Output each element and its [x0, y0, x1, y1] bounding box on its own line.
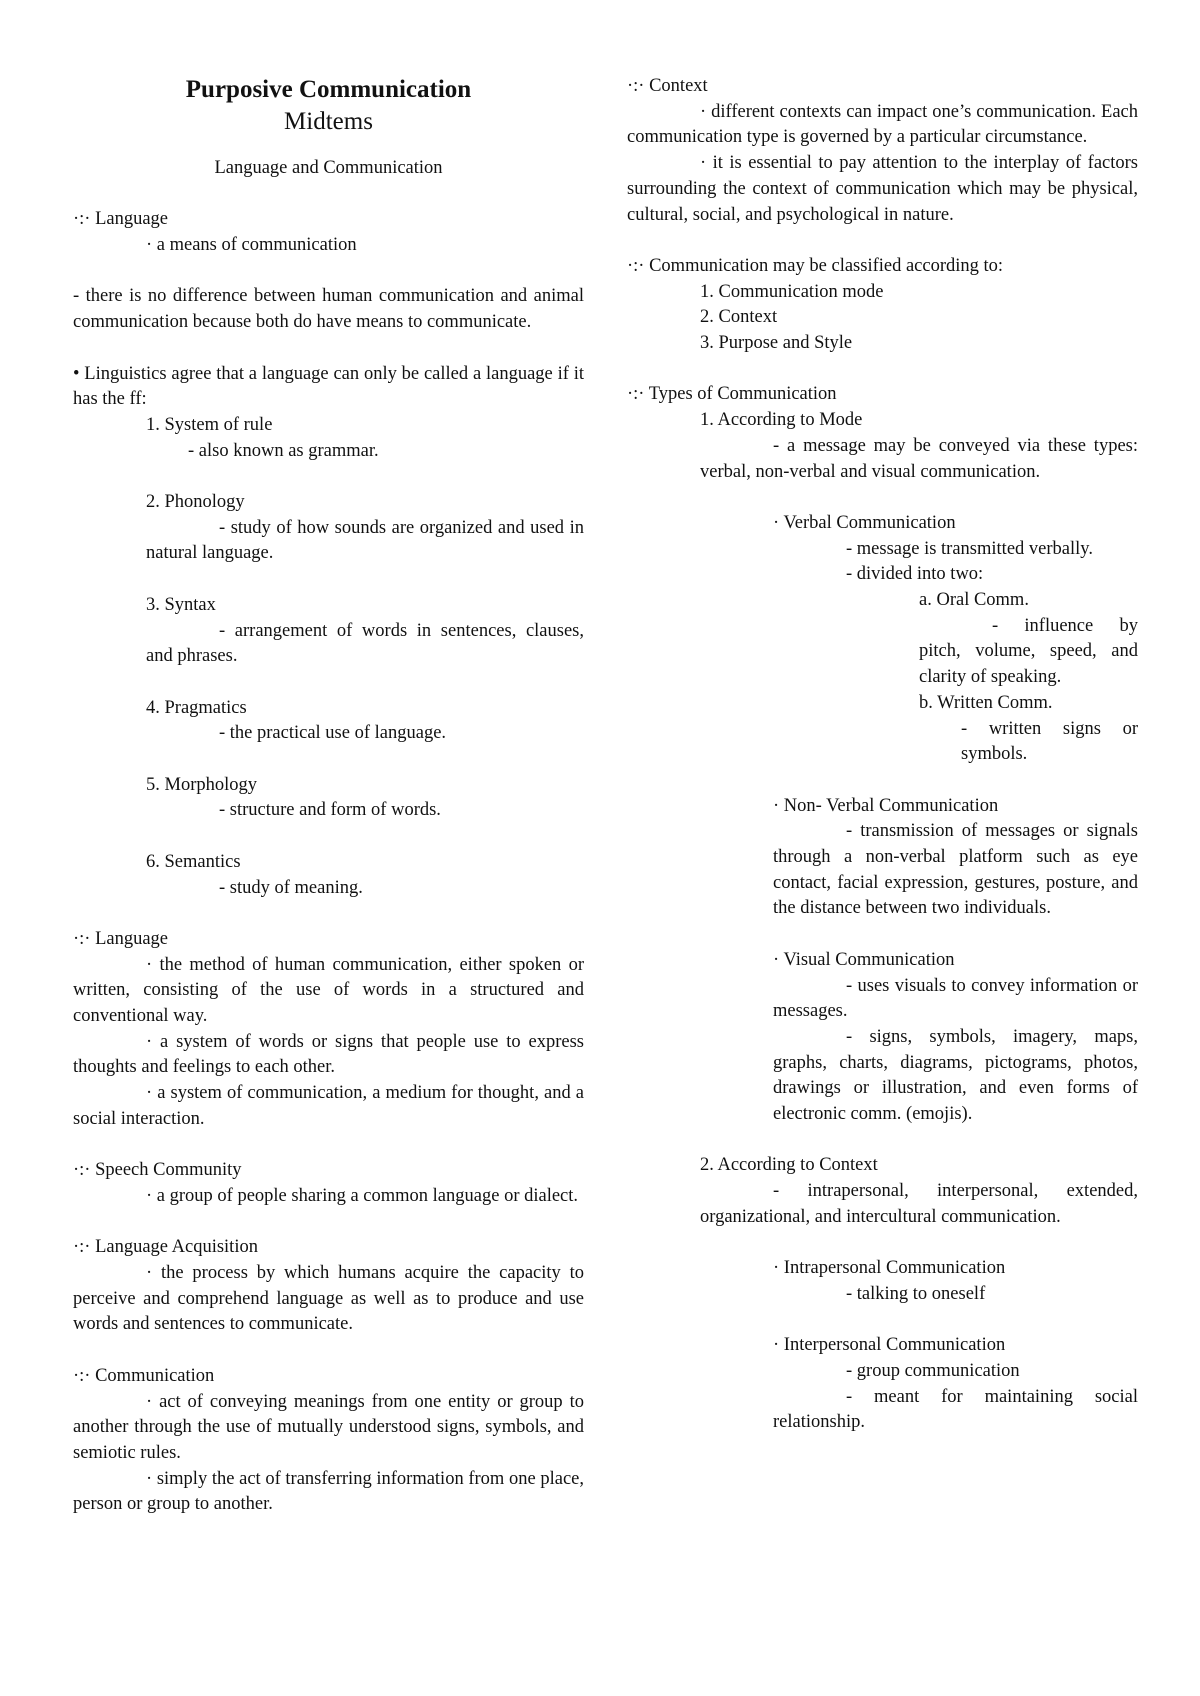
- criteria-label: 1. System of rule: [146, 414, 273, 435]
- left-column: [73, 74, 584, 1518]
- mode-description: - a message may be conveyed via these types: verbal, non-verbal and visual communication.: [700, 435, 1138, 482]
- subheading-written: b. Written Comm.: [919, 692, 1053, 713]
- right-column: [627, 74, 1138, 1436]
- communication-definition: · simply the act of transferring information from one place, person or group to another.: [73, 1468, 584, 1515]
- list-item: 3. Purpose and Style: [700, 333, 853, 354]
- speech-community-definition: · a group of people sharing a common language or dialect.: [146, 1185, 579, 1206]
- subheading-verbal: · Verbal Communication: [773, 512, 956, 533]
- heading-communication: ·:· Communication: [73, 1365, 215, 1386]
- context-definition: · it is essential to pay attention to the interplay of factors surrounding the context of communication which may be physical, cultural, social, and psychological in nature.: [627, 153, 1138, 225]
- subheading-oral: a. Oral Comm.: [919, 590, 1029, 611]
- subheading-nonverbal: · Non- Verbal Communication: [773, 795, 999, 816]
- context-types-description: - intrapersonal, interpersonal, extended, organizational, and intercultural communication.: [700, 1181, 1138, 1227]
- subheading-visual: · Visual Communication: [773, 949, 955, 970]
- subheading-mode: 1. According to Mode: [700, 410, 863, 431]
- language-acquisition-definition: · the process by which humans acquire the capacity to perceive and comprehend language as well as to produce and use words and sentences to communicate.: [73, 1263, 584, 1335]
- interpersonal-description: - meant for maintaining social relationship.: [773, 1386, 1138, 1433]
- criteria-description: - study of how sounds are organized and used in natural language.: [146, 517, 584, 564]
- list-item: 1. Communication mode: [700, 281, 884, 302]
- communication-definition: · act of conveying meanings from one entity or group to another through the use of mutually understood signs, symbols, and semiotic rules.: [73, 1391, 584, 1463]
- document-title: Purposive Communication: [185, 76, 472, 103]
- subheading-interpersonal: · Interpersonal Communication: [773, 1335, 1006, 1356]
- criteria-description: - also known as grammar.: [188, 440, 379, 461]
- subheading-context: 2. According to Context: [700, 1155, 878, 1176]
- criteria-label: 4. Pragmatics: [146, 697, 247, 718]
- heading-classification: ·:· Communication may be classified according to:: [627, 255, 1004, 276]
- list-item: 2. Context: [700, 307, 778, 328]
- language-definition: · a system of words or signs that people use to express thoughts and feelings to each other.: [73, 1031, 584, 1078]
- criteria-label: 3. Syntax: [146, 594, 216, 615]
- context-definition: · different contexts can impact one’s communication. Each communication type is governed by a particular circumstance.: [627, 101, 1138, 148]
- visual-description: - uses visuals to convey information or messages.: [773, 975, 1138, 1022]
- criteria-label: 6. Semantics: [146, 851, 241, 872]
- linguistics-intro: • Linguistics agree that a language can only be called a language if it has the ff:: [73, 363, 584, 410]
- written-description: - written signs or symbols.: [961, 718, 1138, 765]
- intrapersonal-description: - talking to oneself: [846, 1283, 986, 1304]
- oral-description: - influence by pitch, volume, speed, and clarity of speaking.: [919, 615, 1138, 688]
- heading-speech-community: ·:· Speech Community: [73, 1160, 242, 1181]
- criteria-description: - structure and form of words.: [219, 800, 441, 821]
- classification-list: [627, 280, 1138, 357]
- heading-types: ·:· Types of Communication: [627, 384, 837, 405]
- language-definition: · a system of communication, a medium for thought, and a social interaction.: [73, 1083, 584, 1129]
- language-definition: · the method of human communication, either spoken or written, consisting of the use of words in a structured and conventional way.: [73, 954, 584, 1027]
- document-subtitle: Midtems: [284, 108, 373, 135]
- heading-language-acquisition: ·:· Language Acquisition: [73, 1237, 258, 1258]
- interpersonal-description: - group communication: [846, 1361, 1020, 1382]
- section-heading: Language and Communication: [214, 158, 443, 178]
- heading-language-2: ·:· Language: [73, 928, 169, 949]
- language-definition: · a means of communication: [146, 235, 357, 256]
- criteria-label: 5. Morphology: [146, 774, 257, 795]
- verbal-description: - message is transmitted verbally.: [846, 538, 1093, 559]
- nonverbal-description: - transmission of messages or signals through a non-verbal platform such as eye contact, facial expression, gestures, posture, and the distance between two individuals.: [773, 821, 1138, 919]
- heading-context: ·:· Context: [627, 76, 708, 96]
- verbal-divided: - divided into two:: [846, 564, 984, 585]
- criteria-label: 2. Phonology: [146, 492, 245, 513]
- criteria-description: - arrangement of words in sentences, clauses, and phrases.: [146, 620, 584, 667]
- animal-communication-note: - there is no difference between human communication and animal communication because both do have means to communicate.: [73, 286, 584, 333]
- heading-language: ·:· Language: [73, 209, 169, 230]
- criteria-description: - study of meaning.: [219, 877, 363, 898]
- visual-description: - signs, symbols, imagery, maps, graphs, charts, diagrams, pictograms, photos, drawings or illustration, and even forms of electronic comm. (emojis).: [773, 1026, 1138, 1125]
- criteria-description: - the practical use of language.: [219, 723, 447, 744]
- subheading-intrapersonal: · Intrapersonal Communication: [773, 1258, 1006, 1279]
- language-criteria-list: [73, 413, 584, 901]
